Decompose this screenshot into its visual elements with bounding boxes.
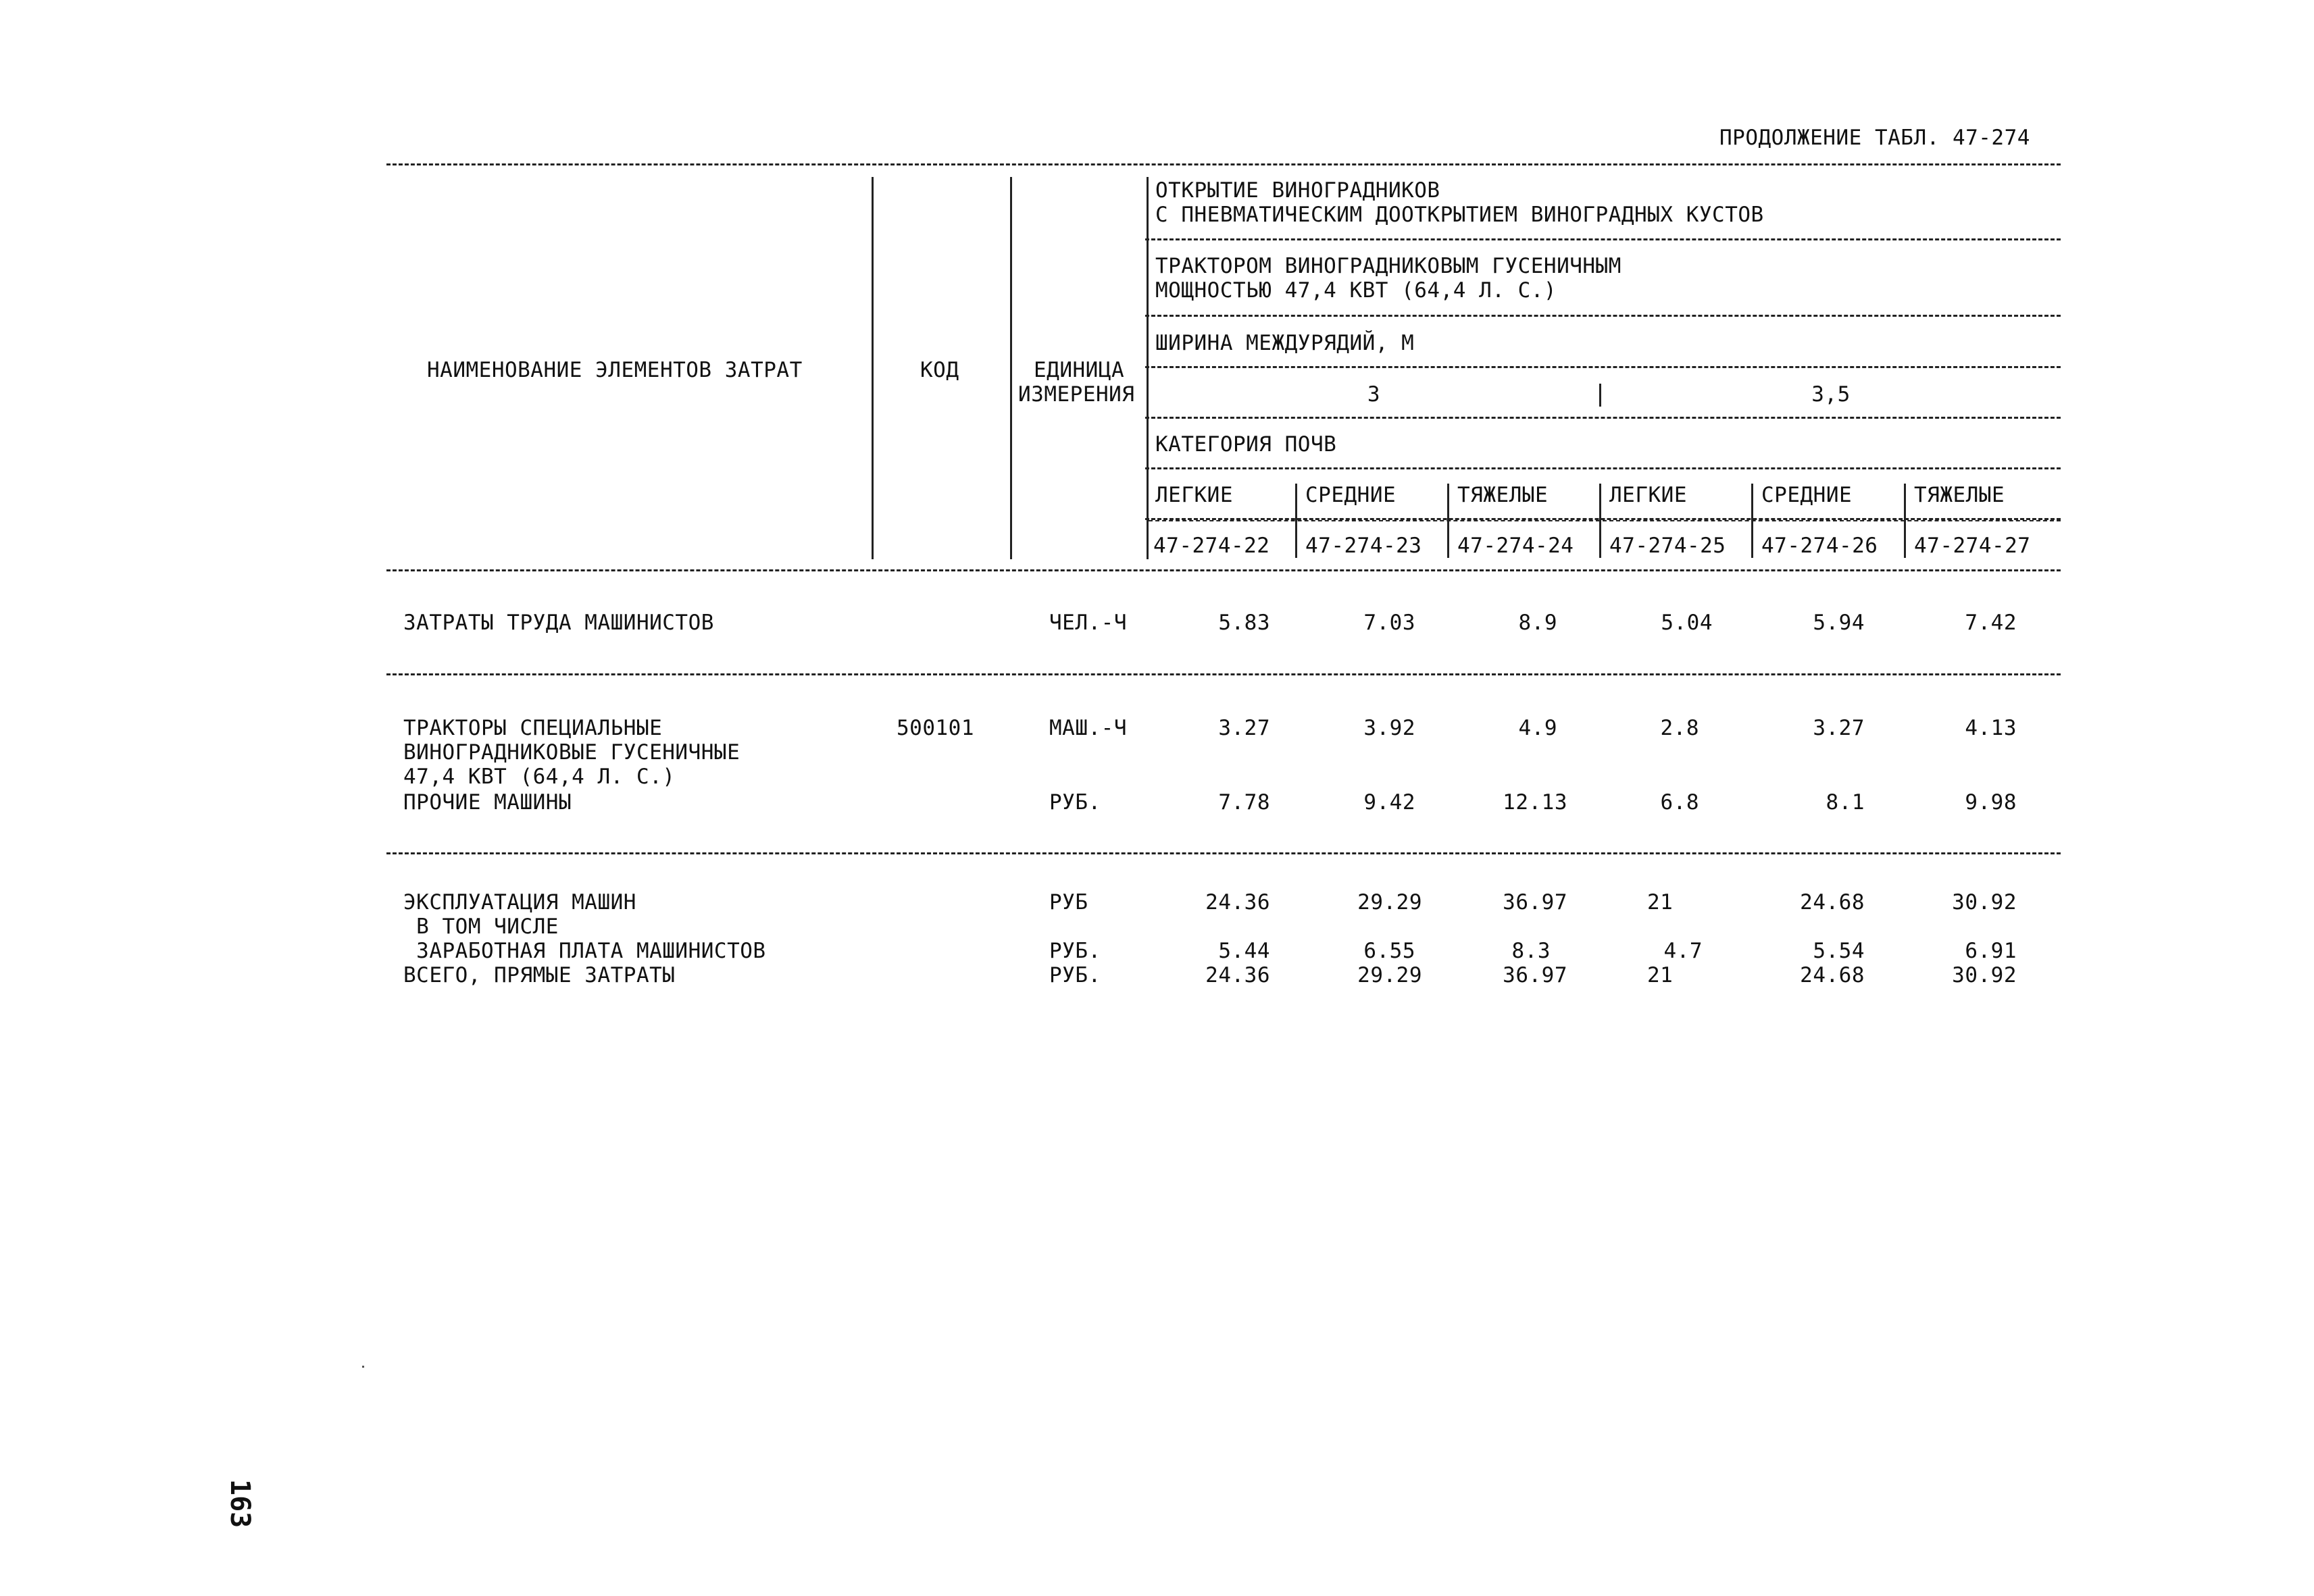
scan-speck [362, 1366, 364, 1368]
row-width-label: ШИРИНА МЕЖДУРЯДИЙ, М [1155, 331, 1415, 355]
table-cell: 21 [1647, 890, 1674, 915]
continuation-title: ПРОДОЛЖЕНИЕ ТАБЛ. 47-274 [1719, 126, 2030, 150]
table-cell: 5.83 [1218, 611, 1270, 635]
row-width-value-2: 3,5 [1811, 382, 1851, 407]
table-cell: 4.9 [1518, 716, 1557, 740]
header-rule-1 [1145, 238, 2061, 240]
table-cell: 12.13 [1503, 790, 1567, 815]
column-border-unit [1147, 177, 1149, 559]
table-cell: 8.3 [1511, 939, 1551, 963]
table-cell: 29.29 [1357, 890, 1422, 915]
header-name-column: НАИМЕНОВАНИЕ ЭЛЕМЕНТОВ ЗАТРАТ [427, 358, 803, 382]
table-cell: 7.42 [1965, 611, 2017, 635]
header-rule-3 [1145, 366, 2061, 368]
table-cell: 6.91 [1965, 939, 2017, 963]
table-cell: 6.55 [1363, 939, 1415, 963]
table-cell: 5.44 [1218, 939, 1270, 963]
row-width-value-1: 3 [1367, 382, 1381, 407]
row-including-label: В ТОМ ЧИСЛЕ [403, 915, 559, 939]
table-cell: 24.36 [1205, 963, 1270, 987]
norm-code-22: 47-274-22 [1153, 534, 1270, 558]
table-cell: 7.03 [1363, 611, 1415, 635]
tractor-line-1: ТРАКТОРОМ ВИНОГРАДНИКОВЫМ ГУСЕНИЧНЫМ [1155, 254, 1621, 278]
table-cell: 8.1 [1826, 790, 1865, 815]
row-labour-unit: ЧЕЛ.-Ч [1049, 611, 1127, 635]
table-cell: 7.78 [1218, 790, 1270, 815]
header-rule-5 [1145, 467, 2061, 469]
row-other-machines-unit: РУБ. [1049, 790, 1101, 815]
table-cell: 5.54 [1813, 939, 1865, 963]
soil-heavy-2: ТЯЖЕЛЫЕ [1914, 483, 2005, 507]
row-tractors-unit: МАШ.-Ч [1049, 716, 1127, 740]
table-cell: 36.97 [1503, 890, 1567, 915]
header-unit-line-2: ИЗМЕРЕНИЯ [1018, 382, 1135, 407]
table-cell: 3.92 [1363, 716, 1415, 740]
soil-heavy-1: ТЯЖЕЛЫЕ [1457, 483, 1549, 507]
row-other-machines-name: ПРОЧИЕ МАШИНЫ [403, 790, 572, 815]
tractor-line-2: МОЩНОСТЬЮ 47,4 КВТ (64,4 Л. С.) [1155, 278, 1557, 303]
row-labour-name: ЗАТРАТЫ ТРУДА МАШИНИСТОВ [403, 611, 714, 635]
header-rule-4 [1145, 417, 2061, 419]
table-cell: 6.8 [1660, 790, 1699, 815]
table-cell: 3.27 [1218, 716, 1270, 740]
section-rule-1 [386, 673, 2061, 675]
table-cell: 24.36 [1205, 890, 1270, 915]
row-wages-unit: РУБ. [1049, 939, 1101, 963]
top-rule [386, 163, 2061, 165]
table-cell: 24.68 [1800, 890, 1865, 915]
work-title-line-1: ОТКРЫТИЕ ВИНОГРАДНИКОВ [1155, 178, 1440, 203]
soil-medium-1: СРЕДНИЕ [1305, 483, 1397, 507]
row-wages-name: ЗАРАБОТНАЯ ПЛАТА МАШИНИСТОВ [403, 939, 766, 963]
column-border-code [1010, 177, 1012, 559]
table-cell: 5.04 [1661, 611, 1713, 635]
norm-code-26: 47-274-26 [1761, 534, 1878, 558]
row-tractors-code: 500101 [897, 716, 974, 740]
table-cell: 30.92 [1952, 890, 2017, 915]
table-cell: 8.9 [1518, 611, 1557, 635]
table-cell: 21 [1647, 963, 1674, 987]
row-tractors-name-1: ТРАКТОРЫ СПЕЦИАЛЬНЫЕ [403, 716, 663, 740]
table-cell: 24.68 [1800, 963, 1865, 987]
table-cell: 2.8 [1660, 716, 1699, 740]
soil-code-separator [1149, 520, 2061, 521]
norm-code-27: 47-274-27 [1914, 534, 2031, 558]
header-rule-2 [1145, 315, 2061, 317]
norm-code-25: 47-274-25 [1609, 534, 1726, 558]
soil-light-1: ЛЕГКИЕ [1155, 483, 1233, 507]
norm-code-24: 47-274-24 [1457, 534, 1574, 558]
column-border-name [872, 177, 874, 559]
section-rule-2 [386, 852, 2061, 854]
header-bottom-rule [386, 569, 2061, 571]
table-cell: 5.94 [1813, 611, 1865, 635]
row-tractors-name-2: ВИНОГРАДНИКОВЫЕ ГУСЕНИЧНЫЕ [403, 740, 740, 765]
soil-category-label: КАТЕГОРИЯ ПОЧВ [1155, 432, 1337, 457]
table-cell: 36.97 [1503, 963, 1567, 987]
norm-code-23: 47-274-23 [1305, 534, 1422, 558]
row-total-unit: РУБ. [1049, 963, 1101, 987]
header-unit-line-1: ЕДИНИЦА [1034, 358, 1125, 382]
header-code-column: КОД [920, 358, 959, 382]
row-operation-unit: РУБ [1049, 890, 1088, 915]
work-title-line-2: С ПНЕВМАТИЧЕСКИМ ДООТКРЫТИЕМ ВИНОГРАДНЫХ КУСТОВ [1155, 203, 1764, 227]
row-tractors-name-3: 47,4 КВТ (64,4 Л. С.) [403, 765, 676, 789]
row-operation-name: ЭКСПЛУАТАЦИЯ МАШИН [403, 890, 636, 915]
table-cell: 9.42 [1363, 790, 1415, 815]
table-cell: 4.13 [1965, 716, 2017, 740]
row-total-name: ВСЕГО, ПРЯМЫЕ ЗАТРАТЫ [403, 963, 676, 987]
table-cell: 4.7 [1663, 939, 1703, 963]
table-cell: 30.92 [1952, 963, 2017, 987]
soil-medium-2: СРЕДНИЕ [1761, 483, 1853, 507]
table-cell: 29.29 [1357, 963, 1422, 987]
table-cell: 9.98 [1965, 790, 2017, 815]
soil-light-2: ЛЕГКИЕ [1609, 483, 1687, 507]
page-number: 163 [224, 1479, 255, 1528]
table-cell: 3.27 [1813, 716, 1865, 740]
